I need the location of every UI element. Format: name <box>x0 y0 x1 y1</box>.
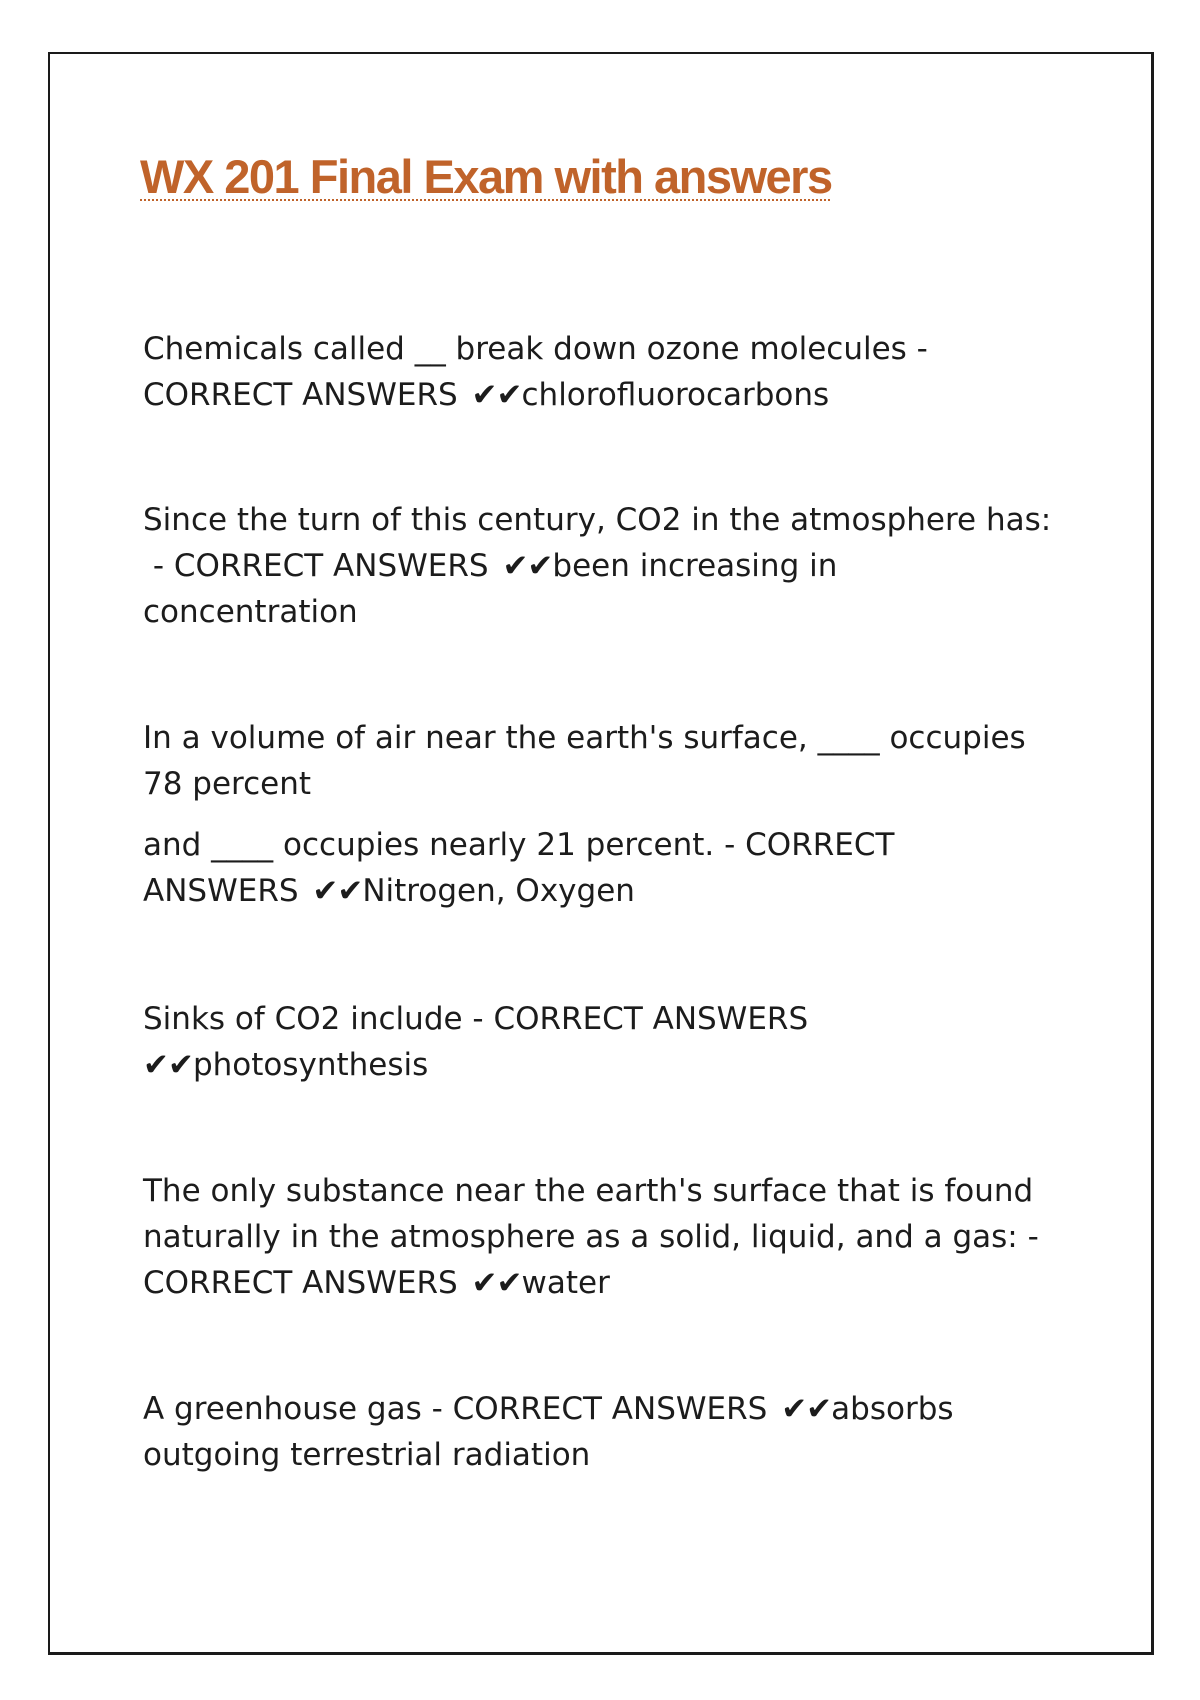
answer-prefix: CORRECT ANSWERS <box>143 1265 458 1301</box>
double-check-icon: ✔✔ <box>143 1047 193 1083</box>
qa-item-5 <box>143 1168 1039 1306</box>
qa-item-3 <box>143 715 1026 914</box>
answer-prefix: CORRECT ANSWERS <box>143 377 458 413</box>
answer-line <box>143 543 1051 589</box>
answer-line <box>143 1386 954 1432</box>
answer-line <box>143 1260 1039 1306</box>
answer-text: chlorofluorocarbons <box>521 377 830 413</box>
answer-prefix: - CORRECT ANSWERS <box>143 548 489 584</box>
question-text: Sinks of CO2 include - CORRECT ANSWERS <box>143 1001 809 1037</box>
answer-prefix: ANSWERS <box>143 873 299 909</box>
double-check-icon: ✔✔ <box>781 1391 832 1427</box>
question-text: Since the turn of this century, CO2 in the atmosphere has: <box>143 502 1052 538</box>
double-check-icon: ✔✔ <box>471 1265 522 1301</box>
question-text: 78 percent <box>143 766 312 802</box>
qa-item-2 <box>143 497 1051 635</box>
question-text: naturally in the atmosphere as a solid, liquid, and a gas: - <box>143 1219 1039 1255</box>
question-and-prefix: A greenhouse gas - CORRECT ANSWERS <box>143 1391 768 1427</box>
answer-text: been increasing in <box>552 548 838 584</box>
double-check-icon: ✔✔ <box>312 873 363 909</box>
answer-text-continued: concentration <box>143 594 358 630</box>
answer-line <box>143 868 1026 914</box>
answer-text: absorbs <box>831 1391 954 1427</box>
qa-item-1 <box>143 326 928 418</box>
question-text: In a volume of air near the earth's surface, ____ occupies <box>143 720 1026 756</box>
qa-item-4 <box>143 996 808 1088</box>
question-text: and ____ occupies nearly 21 percent. - CORRECT <box>143 827 895 863</box>
answer-text-continued: outgoing terrestrial radiation <box>143 1437 591 1473</box>
qa-item-6 <box>143 1386 954 1478</box>
answer-text: photosynthesis <box>192 1047 429 1083</box>
answer-line <box>143 1042 808 1088</box>
double-check-icon: ✔✔ <box>471 377 522 413</box>
question-text: Chemicals called __ break down ozone molecules - <box>143 331 928 367</box>
answer-text: Nitrogen, Oxygen <box>362 873 635 909</box>
answer-line <box>143 372 928 418</box>
question-text: The only substance near the earth's surface that is found <box>143 1173 1034 1209</box>
answer-text: water <box>521 1265 610 1301</box>
double-check-icon: ✔✔ <box>502 548 553 584</box>
document-title: WX 201 Final Exam with answers <box>140 150 832 203</box>
